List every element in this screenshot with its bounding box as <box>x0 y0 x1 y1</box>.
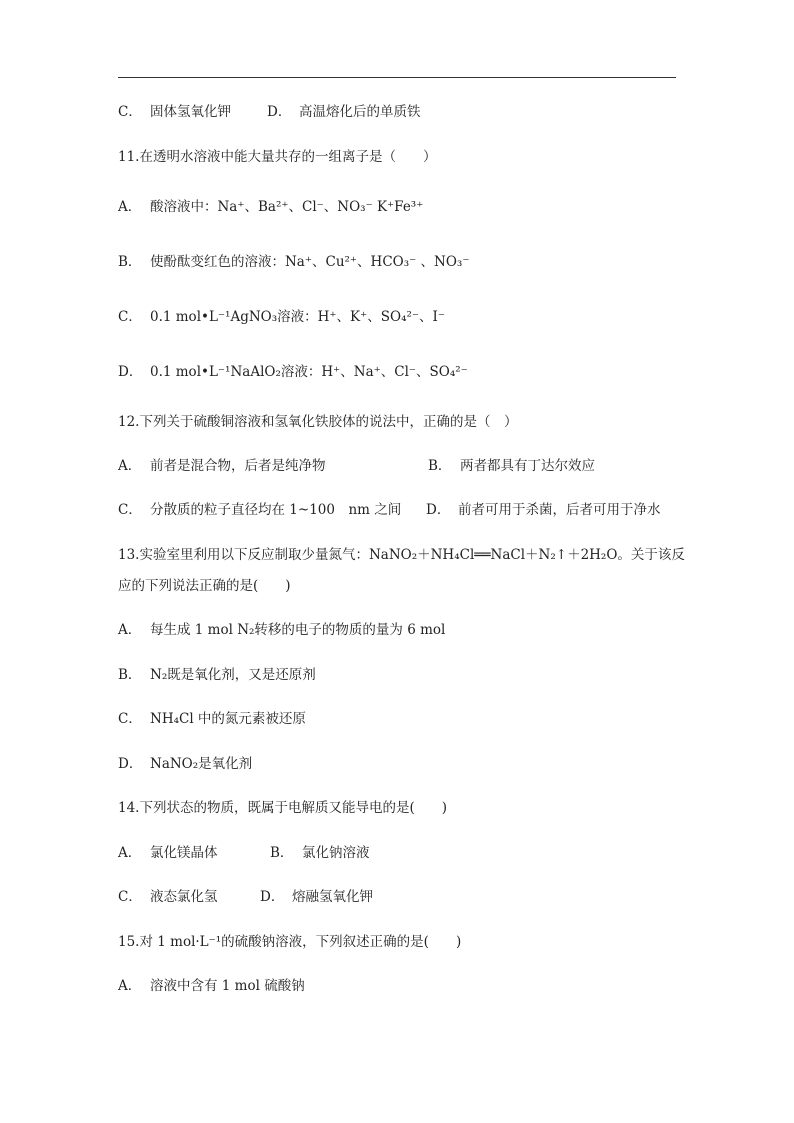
q11-option-c-text: 0.1 mol•L⁻¹AgNO₃溶液：H⁺、K⁺、SO₄²⁻、I⁻ <box>150 309 445 325</box>
q14-option-b-label: B． <box>270 845 294 861</box>
q11-option-c <box>118 307 445 327</box>
q11-option-a-text: 酸溶液中：Na⁺、Ba²⁺、Cl⁻、NO₃⁻ K⁺Fe³⁺ <box>150 199 424 215</box>
q11-option-a <box>118 197 423 217</box>
q13-option-d-label: D． <box>118 756 143 772</box>
q12-option-b-text: 两者都具有丁达尔效应 <box>460 458 595 474</box>
q13-option-a-text: 每生成 1 mol N₂转移的电子的物质的量为 6 mol <box>150 622 446 638</box>
q11-stem: 11.在透明水溶液中能大量共存的一组离子是（ ） <box>118 149 437 165</box>
q11-option-b-label: B． <box>118 254 142 270</box>
q10-option-c-label: C． <box>118 104 142 120</box>
q10-option-d-label: D． <box>267 104 292 120</box>
q11-option-b-text: 使酚酞变红色的溶液：Na⁺、Cu²⁺、HCO₃⁻ 、NO₃⁻ <box>150 254 470 270</box>
q11-option-a-label: A． <box>118 199 142 215</box>
q13-stem-line-1: 13.实验室里利用以下反应制取少量氮气：NaNO₂＋NH₄Cl══NaCl＋N₂↑＋2H₂O。关于该反 <box>118 547 685 563</box>
q11-option-b <box>118 252 469 272</box>
q12-option-a-text: 前者是混合物，后者是纯净物 <box>150 458 326 474</box>
q11-option-c-label: C． <box>118 309 142 325</box>
q13-option-d <box>118 754 252 774</box>
q11-option-d-label: D． <box>118 364 143 380</box>
q12-stem: 12.下列关于硫酸铜溶液和氢氧化铁胶体的说法中，正确的是（ ） <box>118 414 518 430</box>
q14-option-c-label: C． <box>118 889 142 905</box>
q14-option-d-label: D． <box>260 889 285 905</box>
q14-option-d-text: 熔融氢氧化钾 <box>292 889 373 905</box>
header-rule <box>118 77 676 78</box>
q15-option-a-text: 溶液中含有 1 mol 硫酸钠 <box>150 978 305 994</box>
q14-option-a-label: A． <box>118 845 142 861</box>
q15-option-a-label: A． <box>118 978 142 994</box>
q12-option-b-label: B． <box>428 458 452 474</box>
q14-options-cd <box>118 887 373 907</box>
q10-option-d-text: 高温熔化后的单质铁 <box>299 104 421 120</box>
q12-options-cd <box>118 500 661 520</box>
q13-option-b-label: B． <box>118 667 142 683</box>
q13-option-d-text: NaNO₂是氧化剂 <box>150 756 253 772</box>
q13-stem-line-2: 应的下列说法正确的是( ) <box>118 578 291 594</box>
q13-option-c-text: NH₄Cl 中的氮元素被还原 <box>150 711 306 727</box>
q11-option-d <box>118 362 468 382</box>
q12-option-a-label: A． <box>118 458 142 474</box>
q14-option-b-text: 氯化钠溶液 <box>302 845 370 861</box>
q15-stem: 15.对 1 mol·L⁻¹的硫酸钠溶液，下列叙述正确的是( ) <box>118 934 462 950</box>
q13-option-a-label: A． <box>118 622 142 638</box>
q10-options-cd <box>118 102 421 122</box>
q10-option-c-text: 固体氢氧化钾 <box>150 104 231 120</box>
q12-options-ab <box>118 456 595 476</box>
q15-option-a <box>118 976 305 996</box>
q14-stem: 14.下列状态的物质，既属于电解质又能导电的是( ) <box>118 800 448 816</box>
q14-option-a-text: 氯化镁晶体 <box>150 845 218 861</box>
q13-option-a <box>118 620 445 640</box>
q11-option-d-text: 0.1 mol•L⁻¹NaAlO₂溶液：H⁺、Na⁺、Cl⁻、SO₄²⁻ <box>150 364 468 380</box>
q13-option-b-text: N₂既是氧化剂，又是还原剂 <box>150 667 316 683</box>
q12-option-d-text: 前者可用于杀菌，后者可用于净水 <box>458 502 661 518</box>
q14-option-c-text: 液态氯化氢 <box>150 889 218 905</box>
q12-option-c-text: 分散质的粒子直径均在 1~100 nm 之间 <box>150 502 402 518</box>
q12-option-c-label: C． <box>118 502 142 518</box>
q12-option-d-label: D． <box>426 502 451 518</box>
q13-option-c <box>118 709 306 729</box>
q13-option-b <box>118 665 316 685</box>
q13-option-c-label: C． <box>118 711 142 727</box>
q14-options-ab <box>118 843 370 863</box>
